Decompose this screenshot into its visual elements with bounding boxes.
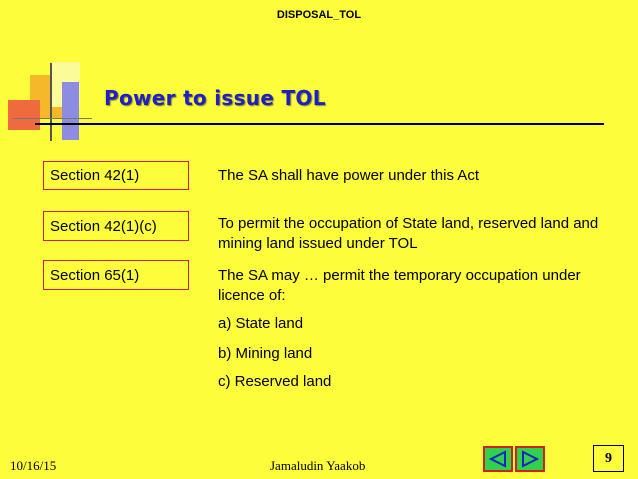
section-description: The SA may … permit the temporary occupation under licence of: (218, 267, 581, 304)
section-42-1-c-box (43, 211, 189, 241)
footer-date: 10/16/15 (10, 458, 57, 473)
section-description: The SA shall have power under this Act (218, 167, 479, 184)
list-item: a) State land (218, 315, 304, 332)
section-42-1-box (43, 161, 189, 190)
slide-header: DISPOSAL_TOL (276, 9, 362, 21)
section-description: To permit the occupation of State land, reserved land and mining land issued under TOL (218, 215, 599, 252)
title-divider (35, 123, 604, 125)
list-item: b) Mining land (218, 345, 313, 362)
previous-slide-button[interactable] (483, 446, 513, 472)
triangle-left-icon (487, 450, 509, 468)
list-item: c) Reserved land (218, 373, 332, 390)
section-label: Section 42(1)(c) (50, 217, 157, 235)
section-label: Section 42(1) (50, 167, 140, 184)
triangle-right-icon (519, 450, 541, 468)
section-label: Section 65(1) (50, 266, 140, 284)
footer-author: Jamaludin Yaakob (270, 458, 366, 473)
slide-title: Power to issue TOL (104, 86, 326, 110)
section-65-1-box (43, 260, 189, 290)
page-number: 9 (593, 445, 624, 472)
next-slide-button[interactable] (515, 446, 545, 472)
